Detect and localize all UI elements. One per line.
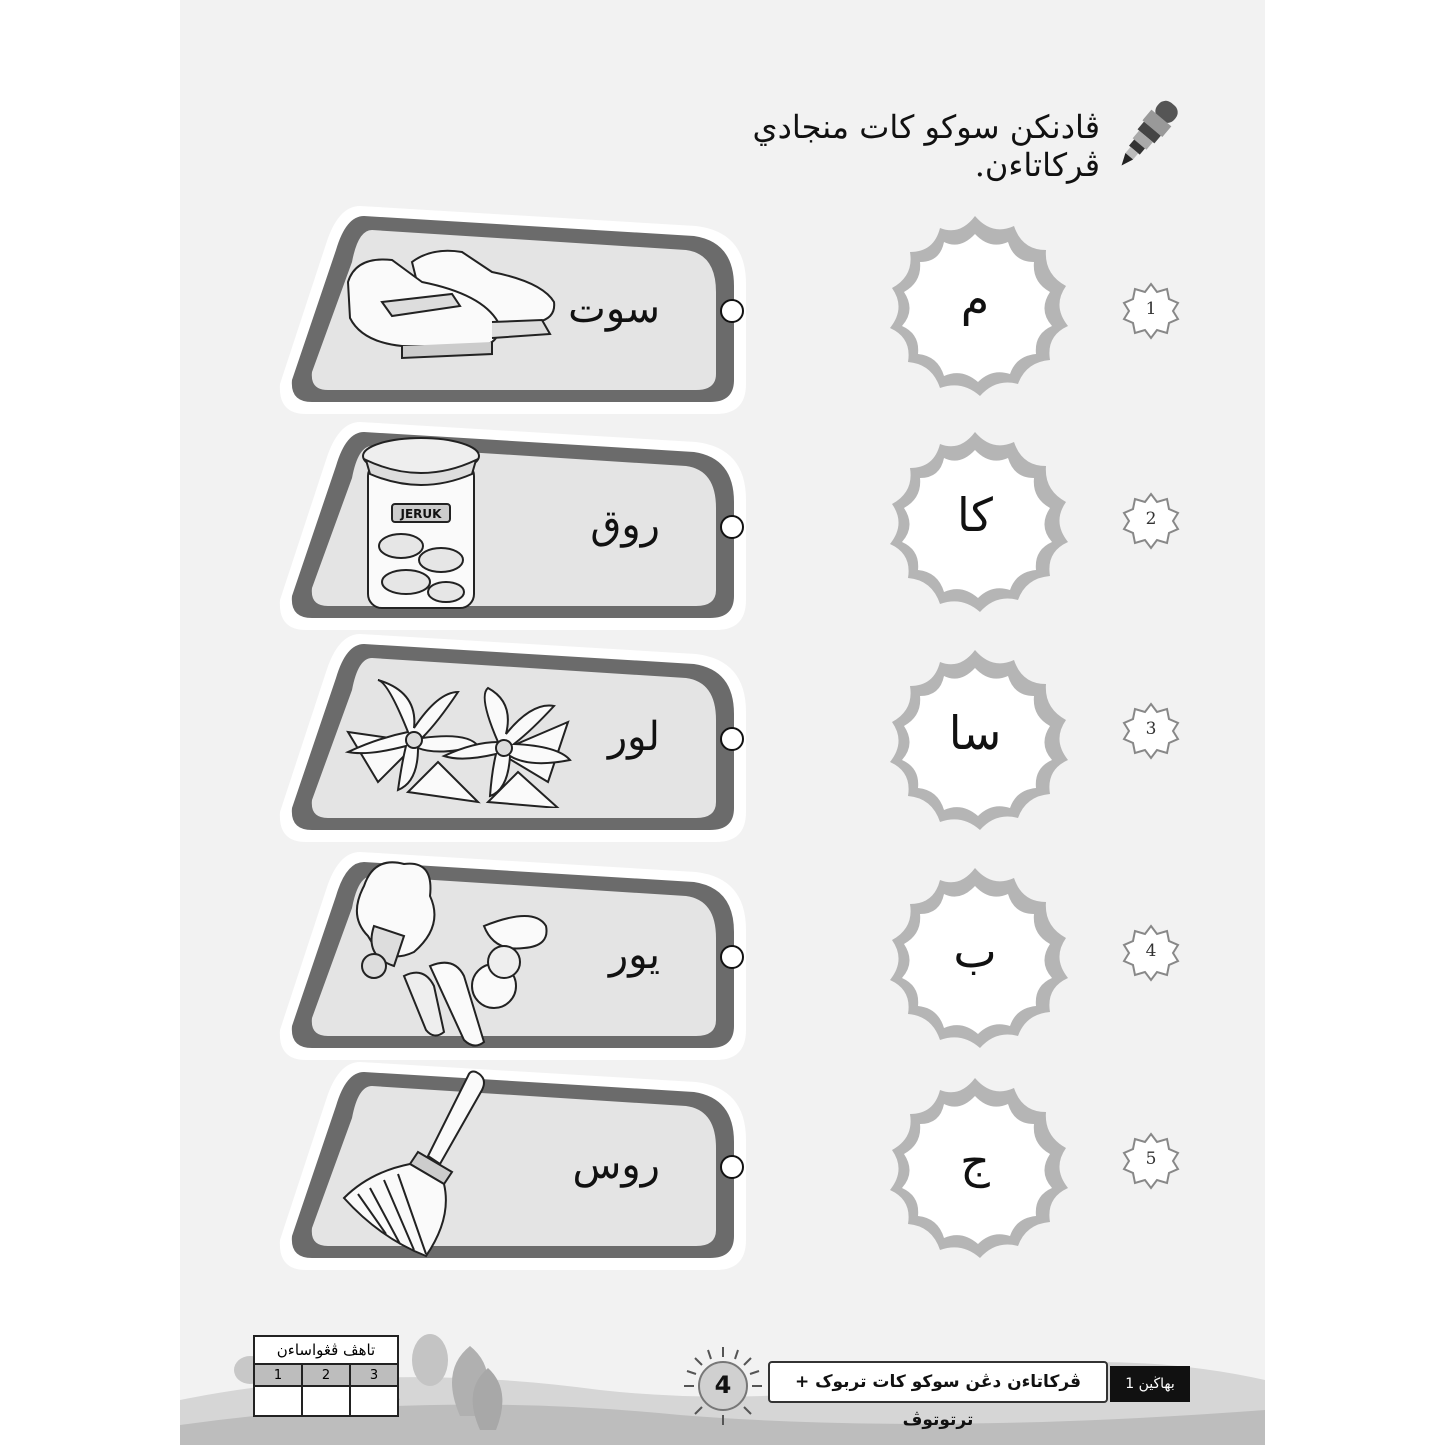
word-card-5	[276, 1060, 752, 1272]
unit-label: بهاڬين 1	[1110, 1366, 1190, 1402]
match-dot[interactable]	[720, 1155, 744, 1179]
pen-icon	[1100, 92, 1195, 172]
jar-label: JERUK	[400, 507, 442, 521]
shoes-picture	[342, 242, 562, 362]
match-dot[interactable]	[720, 299, 744, 323]
syllable-letter: م	[960, 272, 990, 326]
mastery-level-title: تاهڤ ڤڠواساءن	[254, 1336, 398, 1364]
card-word: يور	[608, 932, 660, 978]
syllable-letter: سا	[948, 706, 1002, 760]
syllable-flower-2	[862, 418, 1088, 630]
match-dot[interactable]	[720, 515, 744, 539]
footer-title: ڤركاتاءن دڠن سوكو كات تربوک + ترتوتوڤ	[768, 1361, 1108, 1403]
number-badge-1	[1122, 282, 1180, 340]
syllable-letter: ب	[953, 924, 997, 978]
instruction-text: ڤادنكن سوكو كات منجادي ڤركاتاءن.	[752, 108, 1100, 184]
page-number-badge	[682, 1345, 764, 1427]
page-number: 4	[714, 1371, 732, 1399]
word-card-4	[276, 850, 752, 1062]
word-card-2	[276, 420, 752, 632]
level-number: 3	[350, 1364, 398, 1386]
match-dot[interactable]	[720, 945, 744, 969]
number-badge-4	[1122, 924, 1180, 982]
card-word: سوت	[568, 286, 660, 332]
syllable-flower-5	[862, 1064, 1088, 1276]
brush-picture	[340, 1068, 490, 1260]
number-label: 5	[1145, 1149, 1157, 1169]
level-number: 1	[254, 1364, 302, 1386]
number-badge-3	[1122, 702, 1180, 760]
pickle-jar-picture	[356, 434, 486, 614]
level-checkbox[interactable]	[302, 1386, 350, 1416]
number-badge-2	[1122, 492, 1180, 550]
syllable-flower-4	[862, 854, 1088, 1066]
level-number: 2	[302, 1364, 350, 1386]
vegetables-picture	[334, 856, 554, 1052]
number-label: 1	[1145, 299, 1157, 319]
number-label: 2	[1145, 509, 1157, 529]
card-word: لور	[607, 714, 660, 760]
number-label: 4	[1145, 941, 1157, 961]
card-frame	[276, 420, 752, 632]
level-checkbox[interactable]	[254, 1386, 302, 1416]
syllable-flower-3	[862, 636, 1088, 848]
word-card-1	[276, 204, 752, 416]
syllable-flower-1	[862, 202, 1088, 414]
level-checkbox[interactable]	[350, 1386, 398, 1416]
syllable-letter: كا	[957, 488, 993, 542]
mastery-level-table	[253, 1335, 399, 1417]
word-card-3	[276, 632, 752, 844]
card-word: روق	[590, 502, 660, 548]
number-label: 3	[1145, 719, 1157, 739]
syllable-letter: ج	[960, 1134, 990, 1188]
card-word: روس	[572, 1142, 660, 1188]
match-dot[interactable]	[720, 727, 744, 751]
flowers-picture	[318, 672, 590, 808]
number-badge-5	[1122, 1132, 1180, 1190]
